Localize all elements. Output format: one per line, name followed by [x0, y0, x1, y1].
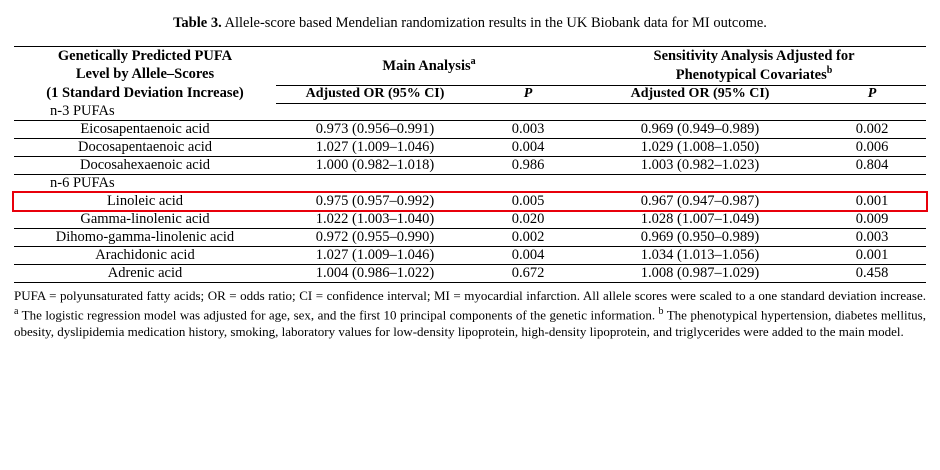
- row-sens-or: 0.969 (0.949–0.989): [582, 121, 818, 139]
- footnote-line1: PUFA = polyunsaturated fatty acids; OR = odds ratio; CI = confidence interval; MI = myocardial infarction. All allele scores were scaled to a one standard deviation increase.: [14, 288, 926, 304]
- row-label: n-3 PUFAs: [14, 103, 276, 121]
- caption-text: Allele-score based Mendelian randomization results in the UK Biobank data for MI outcome.: [224, 15, 767, 31]
- row-sens-or: [582, 175, 818, 193]
- row-main-p: 0.002: [474, 229, 582, 247]
- table-row: [14, 265, 926, 283]
- row-label: Dihomo-gamma-linolenic acid: [14, 229, 276, 247]
- row-main-or: 0.973 (0.956–0.991): [276, 121, 474, 139]
- row-sens-p: 0.001: [818, 193, 926, 211]
- row-main-p: 0.004: [474, 139, 582, 157]
- table-row: [14, 157, 926, 175]
- row-sens-or: 0.967 (0.947–0.987): [582, 193, 818, 211]
- table-row-highlighted: [14, 193, 926, 211]
- row-main-or: 0.975 (0.957–0.992): [276, 193, 474, 211]
- table-row: [14, 229, 926, 247]
- row-sens-or: 1.029 (1.008–1.050): [582, 139, 818, 157]
- row-sens-or: 1.008 (0.987–1.029): [582, 265, 818, 283]
- table-caption: [14, 14, 926, 34]
- table-row: [14, 247, 926, 265]
- results-table: [14, 46, 926, 284]
- row-main-or: 1.027 (1.009–1.046): [276, 139, 474, 157]
- row-sens-or: 1.028 (1.007–1.049): [582, 211, 818, 229]
- table-row: [14, 139, 926, 157]
- row-sens-or: 1.034 (1.013–1.056): [582, 247, 818, 265]
- row-sens-p: 0.009: [818, 211, 926, 229]
- row-sens-or: 1.003 (0.982–1.023): [582, 157, 818, 175]
- row-label: n-6 PUFAs: [14, 175, 276, 193]
- row-main-or: [276, 175, 474, 193]
- table-header-row-groups: [14, 46, 926, 85]
- row-sens-p: 0.003: [818, 229, 926, 247]
- header-group-sensitivity-line2-wrap: [582, 65, 926, 84]
- footnote-superscript-a: a: [14, 305, 19, 317]
- row-label: Docosahexaenoic acid: [14, 157, 276, 175]
- header-col-left-line2: Level by Allele–Scores: [75, 66, 215, 83]
- row-sens-p: [818, 103, 926, 121]
- footnote-superscript-b: b: [658, 305, 664, 317]
- caption-label: Table 3.: [173, 15, 222, 31]
- row-main-p: 0.004: [474, 247, 582, 265]
- row-sens-p: 0.001: [818, 247, 926, 265]
- row-sens-p: 0.006: [818, 139, 926, 157]
- header-sensitivity-p: P: [818, 85, 926, 103]
- row-label: Linoleic acid: [14, 193, 276, 211]
- row-main-or: 1.022 (1.003–1.040): [276, 211, 474, 229]
- row-sens-p: 0.002: [818, 121, 926, 139]
- header-sensitivity-or: Adjusted OR (95% CI): [582, 85, 818, 103]
- row-label: Adrenic acid: [14, 265, 276, 283]
- row-main-p: 0.020: [474, 211, 582, 229]
- row-label: Docosapentaenoic acid: [14, 139, 276, 157]
- table-row: [14, 121, 926, 139]
- header-group-main-superscript: a: [470, 56, 476, 68]
- row-main-or: 1.027 (1.009–1.046): [276, 247, 474, 265]
- header-col-left-line1: Genetically Predicted PUFA: [57, 47, 233, 64]
- row-main-p: [474, 103, 582, 121]
- row-sens-or: 0.969 (0.950–0.989): [582, 229, 818, 247]
- row-sens-or: [582, 103, 818, 121]
- row-main-or: 1.004 (0.986–1.022): [276, 265, 474, 283]
- row-main-or: 1.000 (0.982–1.018): [276, 157, 474, 175]
- table-row: [14, 175, 926, 193]
- header-col-left: [14, 46, 276, 103]
- table-row: [14, 211, 926, 229]
- row-sens-p: 0.804: [818, 157, 926, 175]
- header-main-or: Adjusted OR (95% CI): [276, 85, 474, 103]
- row-sens-p: 0.458: [818, 265, 926, 283]
- row-main-or: [276, 103, 474, 121]
- row-label: Eicosapentaenoic acid: [14, 121, 276, 139]
- row-main-or: 0.972 (0.955–0.990): [276, 229, 474, 247]
- row-label: Arachidonic acid: [14, 247, 276, 265]
- row-main-p: 0.986: [474, 157, 582, 175]
- footnote-line3: The phenotypical hypertension, diabetes mellitus, obesity, dyslipidemia medication history, smoking, laboratory values for low-density lipoprotein, high-density lipoprotein, and triglycerides were added to the main model.: [14, 307, 926, 340]
- row-sens-p: [818, 175, 926, 193]
- table-footnote: [14, 283, 926, 341]
- header-main-p: P: [474, 85, 582, 103]
- header-group-sensitivity-line1: Sensitivity Analysis Adjusted for: [653, 48, 855, 65]
- footnote-line2: The logistic regression model was adjusted for age, sex, and the first 10 principal components of the genetic information.: [18, 307, 659, 323]
- row-main-p: 0.672: [474, 265, 582, 283]
- header-group-sensitivity-superscript: b: [826, 65, 833, 77]
- header-group-sensitivity: [582, 46, 926, 85]
- header-group-sensitivity-line2: Phenotypical Covariates: [675, 67, 827, 84]
- row-main-p: 0.003: [474, 121, 582, 139]
- row-label: Gamma-linolenic acid: [14, 211, 276, 229]
- header-group-main: [276, 46, 582, 85]
- row-main-p: 0.005: [474, 193, 582, 211]
- table-row: [14, 103, 926, 121]
- header-col-left-line3: (1 Standard Deviation Increase): [46, 85, 244, 102]
- header-group-main-label: Main Analysis: [382, 58, 471, 75]
- row-main-p: [474, 175, 582, 193]
